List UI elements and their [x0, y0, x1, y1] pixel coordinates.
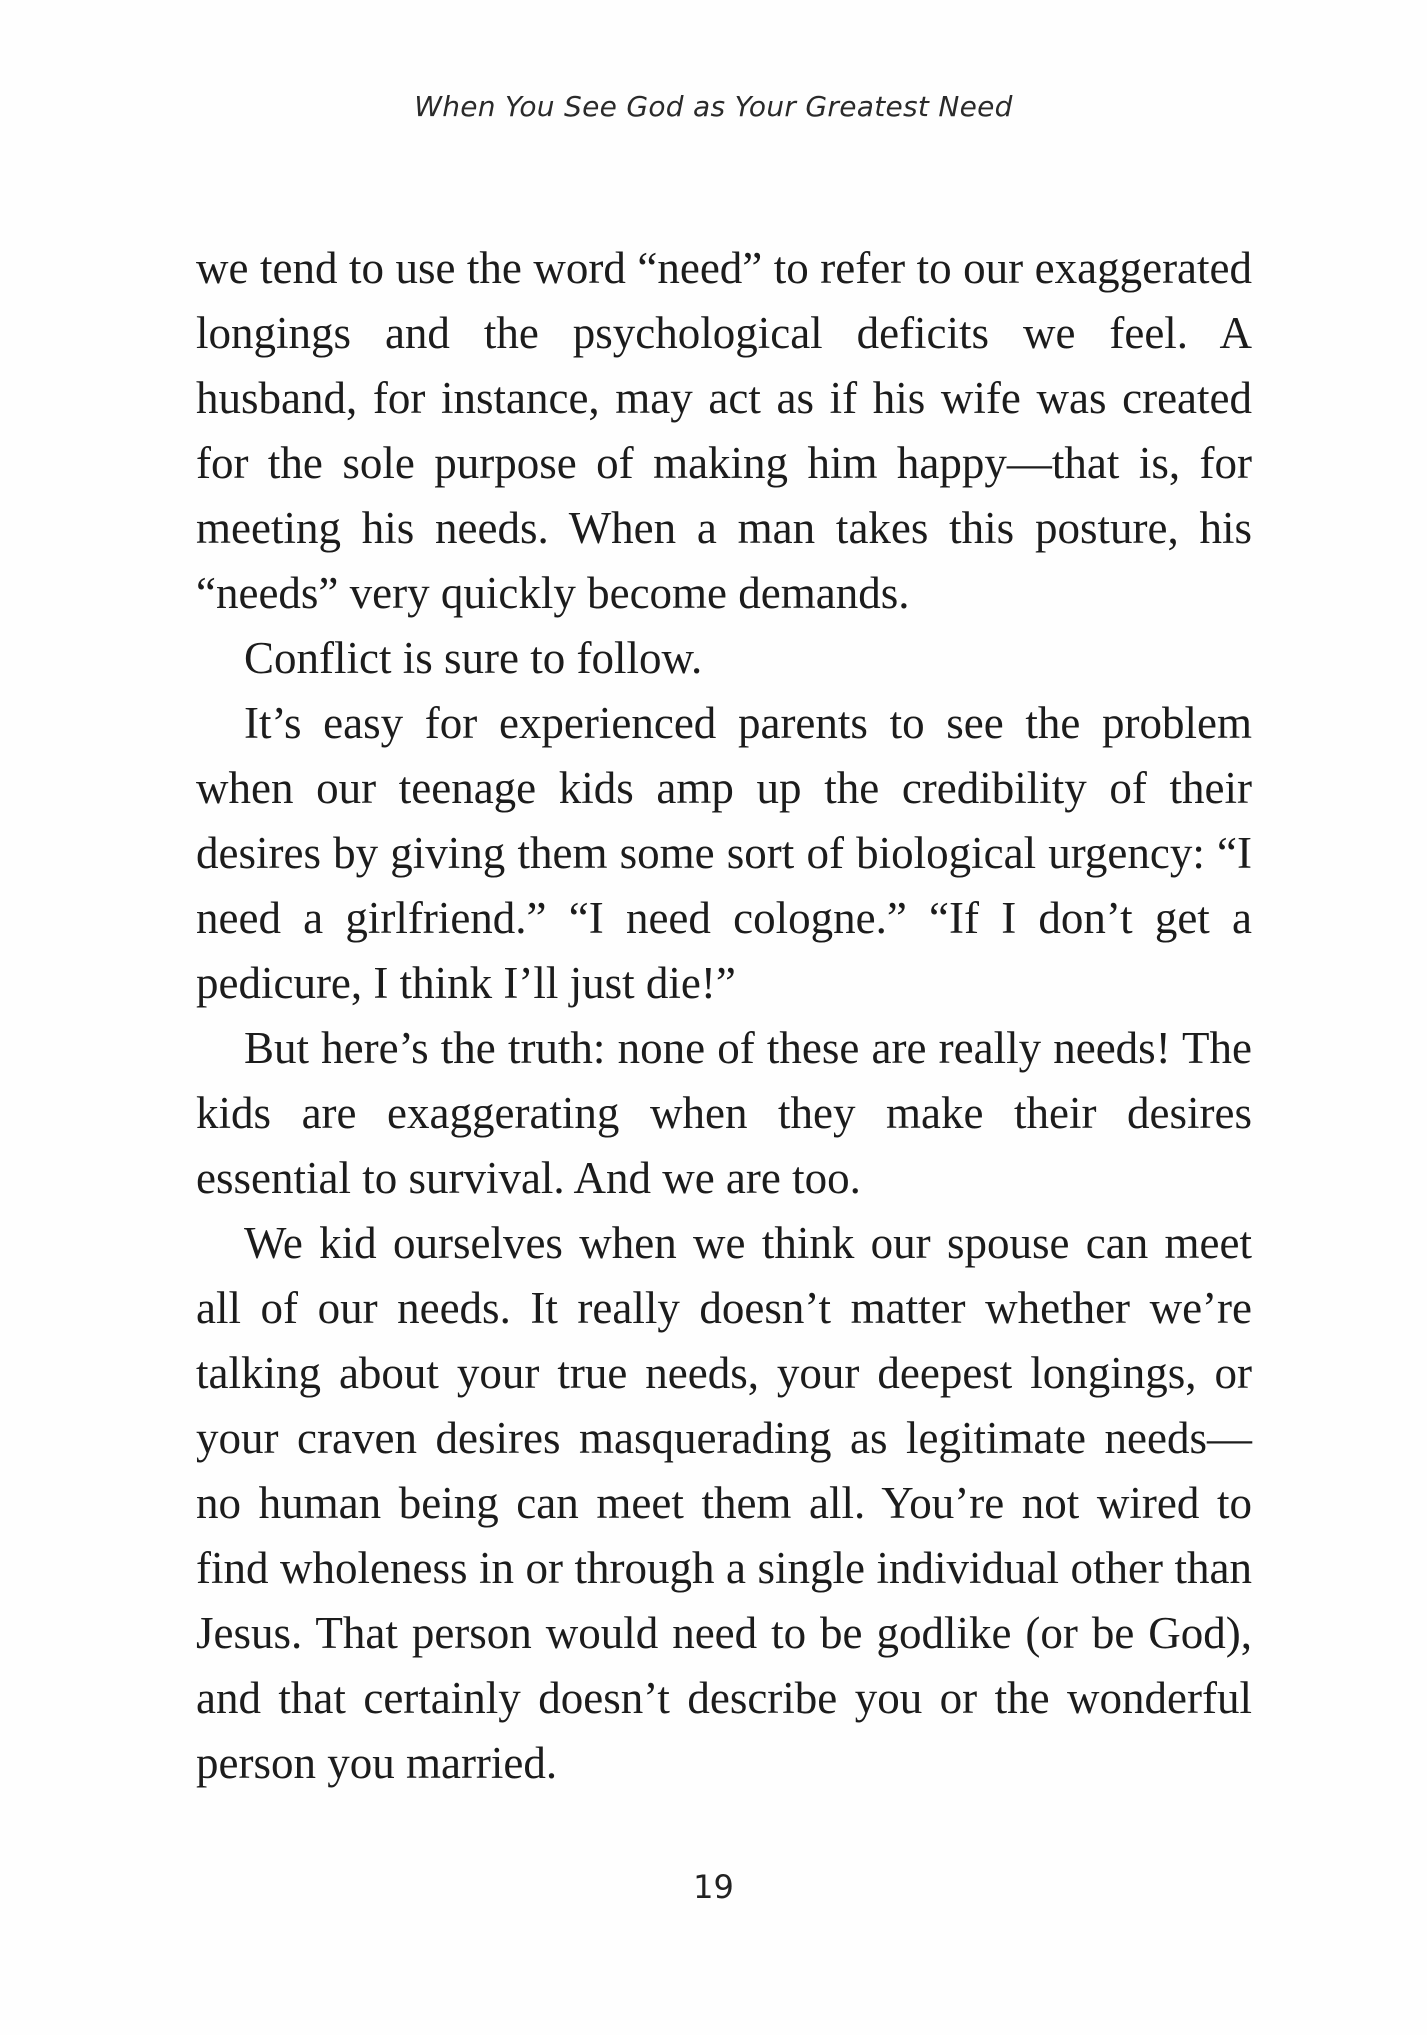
running-head: When You See God as Your Greatest Need — [414, 90, 1013, 123]
paragraph: we tend to use the word “need” to refer to our exaggerated longings and the psychological deficits we feel. A husband, for instance, may act as if his wife was created for the sole purpose of making him happy—that is, for meeting his needs. When a man takes this posture, his “needs” very quickly become demands. — [196, 243, 1252, 618]
body-text — [196, 236, 1252, 1796]
page-number: 19 — [693, 1868, 734, 1906]
paragraph: But here’s the truth: none of these are really needs! The kids are exaggerating when they make their desires essential to survival. And we are too. — [196, 1023, 1252, 1203]
paragraph: We kid ourselves when we think our spouse can meet all of our needs. It really doesn’t matter whether we’re talking about your true needs, your deepest longings, or your craven desires masquerading as legitimate needs—no human being can meet them all. You’re not wired to find wholeness in or through a single individual other than Jesus. That person would need to be godlike (or be God), and that certainly doesn’t describe you or the wonderful person you married. — [196, 1218, 1252, 1788]
paragraph: It’s easy for experienced parents to see the problem when our teenage kids amp up the credibility of their desires by giving them some sort of biological urgency: “I need a girlfriend.” “I need cologne.” “If I don’t get a pedicure, I think I’ll just die!” — [196, 698, 1252, 1008]
paragraph: Conflict is sure to follow. — [244, 633, 703, 683]
